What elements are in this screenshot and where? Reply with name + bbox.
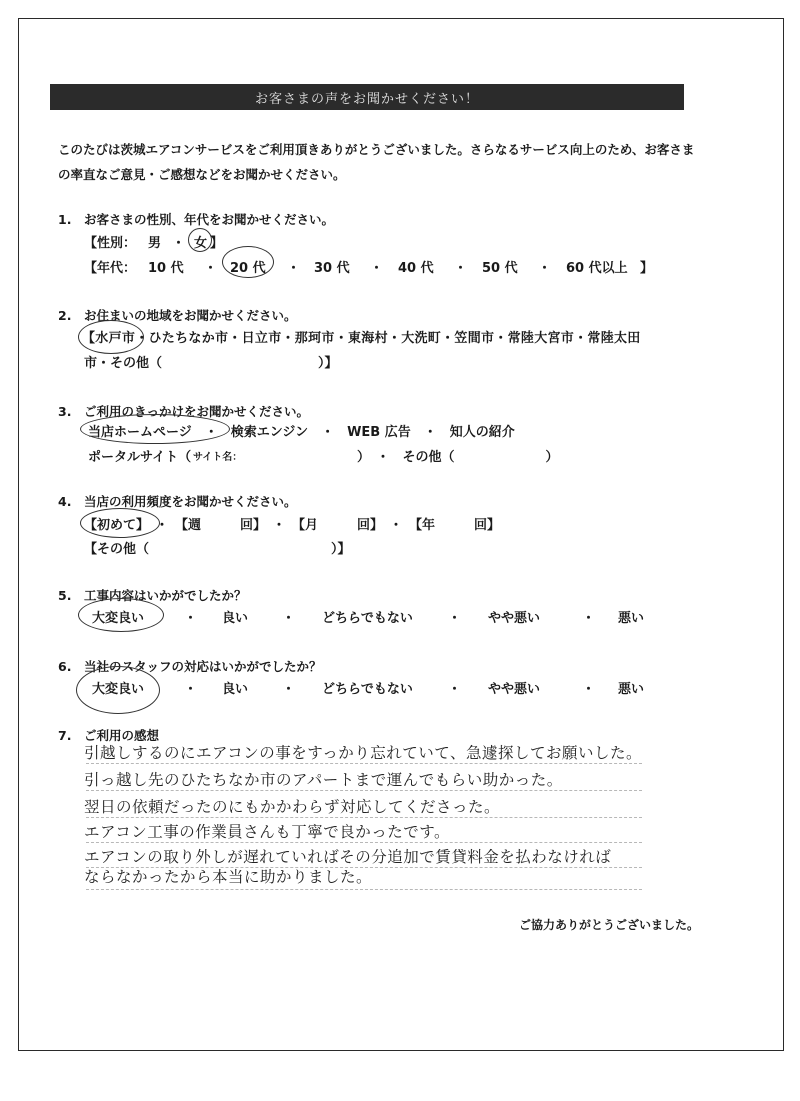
q3-trigger-line-1[interactable]: 当店ホームページ ・ 検索エンジン ・ WEB 広告 ・ 知人の紹介 — [88, 425, 515, 440]
q1-age-sep-2: ・ — [287, 261, 301, 276]
q5-sep-4: ・ — [582, 611, 596, 626]
q1-age-40[interactable]: 40 代 — [398, 261, 434, 276]
q1-age-20[interactable]: 20 代 — [230, 261, 266, 276]
q1-gender-male[interactable]: 男 — [148, 236, 162, 251]
q7-comment-line: ならなかったから本当に助かりました。 — [84, 868, 373, 886]
q6-title: 6. 当社のスタッフの対応はいかがでしたか？ — [58, 659, 322, 674]
q7-ruled-line — [86, 790, 642, 791]
q7-ruled-line — [86, 817, 642, 818]
q2-area-line-1[interactable]: 【水戸市・ひたちなか市・日立市・那珂市・東海村・大洗町・笠間市・常陸大宮市・常陸太田 — [82, 331, 641, 346]
q1-age-50[interactable]: 50 代 — [482, 261, 518, 276]
q6-option-neutral[interactable]: どちらでもない — [322, 682, 413, 697]
q2-mito-circle-mark — [78, 320, 144, 354]
q6-very-good-circle-mark — [76, 666, 160, 714]
q6-option-good[interactable]: 良い — [222, 682, 249, 697]
q7-ruled-line — [86, 763, 642, 764]
survey-title-banner: お客さまの声をお聞かせください！ — [50, 84, 684, 110]
q1-age-20-circle-mark — [222, 246, 274, 278]
intro-line-1: このたびは茨城エアコンサービスをご利用頂きありがとうございました。さらなるサービス向上のため、お客さま — [58, 142, 695, 157]
q6-sep-2: ・ — [282, 682, 296, 697]
intro-line-2: の率直なご意見・ご感想などをお聞かせください。 — [58, 167, 346, 182]
q7-comment-line: エアコン工事の作業員さんも丁寧で良かったです。 — [84, 823, 450, 841]
q1-female-circle-mark — [188, 228, 212, 252]
q2-area-line-2[interactable]: 市・その他（ ）】 — [84, 356, 338, 371]
q6-option-very-good[interactable]: 大変良い — [92, 682, 145, 697]
q5-title: 5. 工事内容はいかがでしたか？ — [58, 588, 247, 603]
q4-title: 4. 当店の利用頻度をお聞かせください。 — [58, 494, 297, 509]
q1-gender-label: 【性別： — [84, 236, 137, 251]
q6-sep-1: ・ — [184, 682, 198, 697]
q5-option-good[interactable]: 良い — [222, 611, 249, 626]
q5-option-somewhat-bad[interactable]: やや悪い — [488, 611, 541, 626]
q1-gender-female[interactable]: 女 — [194, 236, 208, 251]
q2-title: 2. お住まいの地域をお聞かせください。 — [58, 308, 297, 323]
q5-sep-2: ・ — [282, 611, 296, 626]
q1-age-sep-4: ・ — [454, 261, 468, 276]
q1-age-sep-3: ・ — [370, 261, 384, 276]
q7-title: 7. ご利用の感想 — [58, 728, 159, 743]
q6-option-bad[interactable]: 悪い — [618, 682, 645, 697]
q3-portal-label[interactable]: ポータルサイト（ — [88, 450, 192, 465]
q5-sep-3: ・ — [448, 611, 462, 626]
q5-option-bad[interactable]: 悪い — [618, 611, 645, 626]
q7-comment-line: エアコンの取り外しが遅れていればその分追加で賃貸料金を払わなければ — [84, 848, 612, 866]
q3-other-label[interactable]: ） ・ その他（ ） — [240, 450, 559, 465]
q7-ruled-line — [86, 889, 642, 890]
q6-sep-4: ・ — [582, 682, 596, 697]
q1-age-60plus[interactable]: 60 代以上 — [566, 261, 628, 276]
q1-age-30[interactable]: 30 代 — [314, 261, 350, 276]
q5-option-very-good[interactable]: 大変良い — [92, 611, 145, 626]
q1-age-sep-5: ・ — [538, 261, 552, 276]
q4-frequency-line-2[interactable]: 【その他（ ）】 — [84, 542, 351, 557]
q5-very-good-circle-mark — [78, 598, 164, 632]
q5-sep-1: ・ — [184, 611, 198, 626]
q1-age-close: 】 — [640, 261, 654, 276]
q4-frequency-line-1[interactable]: 【初めて】 ・ 【週 回】 ・ 【月 回】 ・ 【年 回】 — [84, 518, 501, 533]
q7-comment-line: 引越しするのにエアコンの事をすっかり忘れていて、急遽探してお願いした。 — [84, 744, 642, 762]
q4-first-time-circle-mark — [80, 508, 160, 538]
q1-gender-close: 】 — [210, 236, 224, 251]
q6-sep-3: ・ — [448, 682, 462, 697]
q1-age-10[interactable]: 10 代 — [148, 261, 184, 276]
q3-title: 3. ご利用のきっかけをお聞かせください。 — [58, 404, 309, 419]
q5-option-neutral[interactable]: どちらでもない — [322, 611, 413, 626]
q3-site-name-label: サイト名： — [193, 452, 243, 463]
q6-option-somewhat-bad[interactable]: やや悪い — [488, 682, 541, 697]
q1-age-sep-1: ・ — [204, 261, 218, 276]
q7-comment-line: 引っ越し先のひたちなか市のアパートまで運んでもらい助かった。 — [84, 771, 563, 789]
q1-title: 1. お客さまの性別、年代をお聞かせください。 — [58, 212, 334, 227]
q7-comment-line: 翌日の依頼だったのにもかかわらず対応してくださった。 — [84, 798, 501, 816]
q7-ruled-line — [86, 842, 642, 843]
closing-thanks: ご協力ありがとうございました。 — [519, 918, 700, 932]
q1-gender-sep: ・ — [172, 236, 186, 251]
q3-homepage-circle-mark — [80, 414, 230, 444]
q1-age-label: 【年代： — [84, 261, 137, 276]
